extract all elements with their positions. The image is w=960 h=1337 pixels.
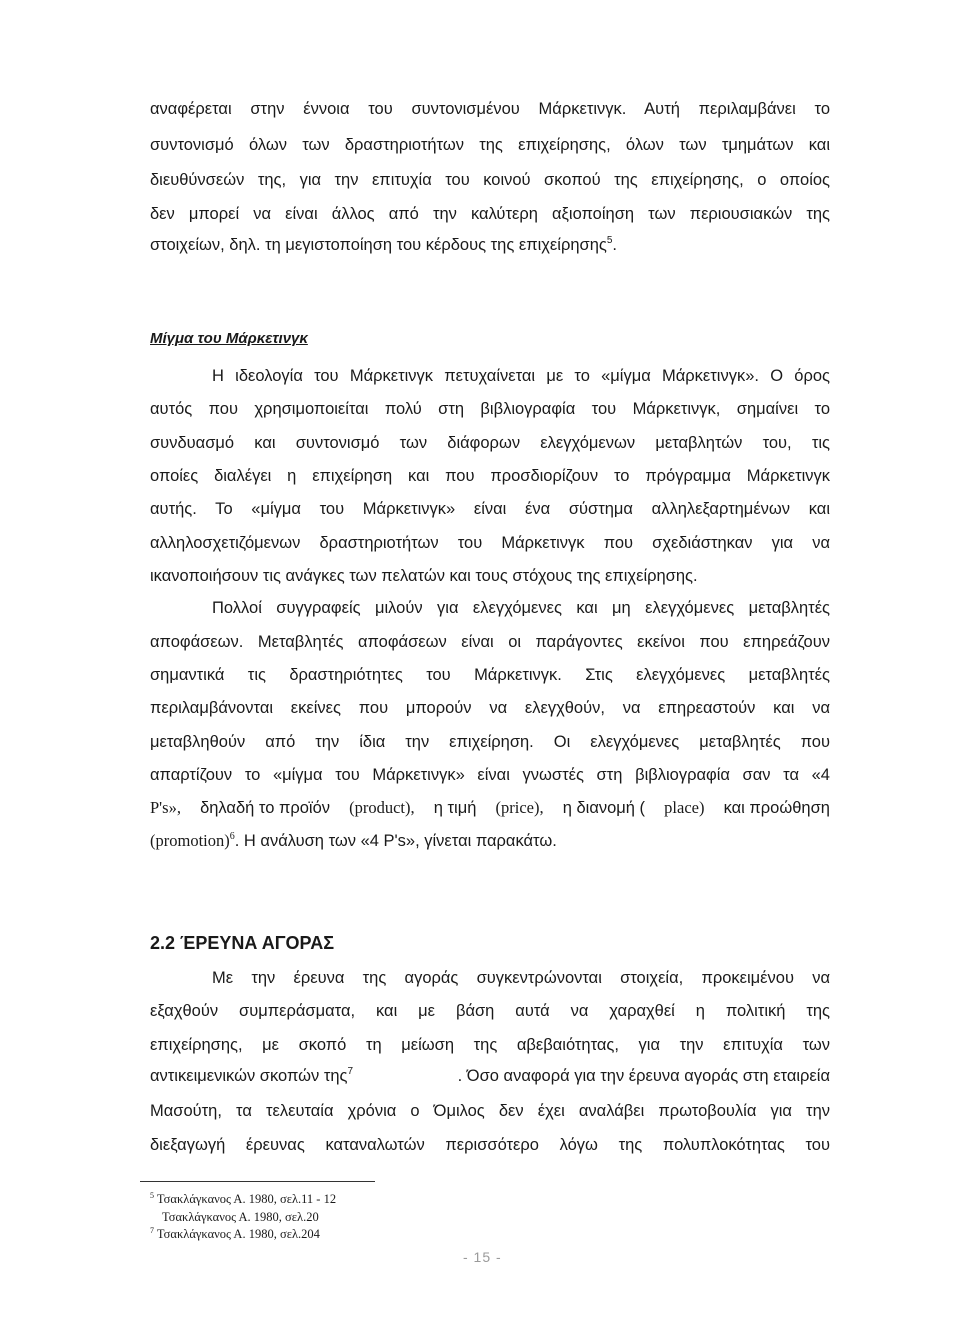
footnote-ref[interactable]: 6 <box>229 831 235 842</box>
paragraph-line: αντικειμενικών σκοπών της$^7$ . Όσο αναφορά για την έρευνα αγοράς στη εταιρεία <box>150 1066 830 1085</box>
paragraph-line: μεταβληθούν από την ίδια την επιχείρηση. Οι ελεγχόμενες μεταβλητές που <box>150 733 830 751</box>
footnote-ref[interactable]: 5 <box>606 235 613 246</box>
paragraph-line: εξαχθούν συμπεράσματα, και με βάση αυτά να χαραχθεί η πολιτική της <box>150 1002 830 1020</box>
paragraph-line: περιλαμβάνονται εκείνες που μπορούν να ελεγχθούν, να επηρεαστούν και να <box>150 699 830 717</box>
paragraph-line: Με την έρευνα της αγοράς συγκεντρώνονται στοιχεία, προκειμένου να <box>212 969 830 987</box>
paragraph-line: αποφάσεων. Μεταβλητές αποφάσεων είναι οι παράγοντες εκείνοι που επηρεάζουν <box>150 633 830 651</box>
paragraph-line: αυτής. Το «μίγμα του Μάρκετινγκ» είναι ένα σύστημα αλληλεξαρτημένων και <box>150 500 830 518</box>
paragraph-line: διευθύνσεών της, για την επιτυχία του κοινού σκοπού της επιχείρησης, ο οποίος <box>150 171 830 189</box>
paragraph-line: αλληλοσχετιζόμενων δραστηριοτήτων του Μάρκετινγκ που σχεδιάστηκαν για να <box>150 534 830 552</box>
paragraph-line: (promotion)$^6$. Η ανάλυση των «4 P's», γίνεται παρακάτω. <box>150 831 557 850</box>
paragraph-line: απαρτίζουν το «μίγμα του Μάρκετινγκ» είναι γνωστές στη βιβλιογραφία σαν τα «4 <box>150 766 830 784</box>
paragraph-line: επιχείρησης, με σκοπό τη μείωση της αβεβαιότητας, για την επιτυχία των <box>150 1036 830 1054</box>
footnote-divider <box>140 1181 375 1182</box>
paragraph-line: σημαντικά τις δραστηριότητες του Μάρκετινγκ. Στις ελεγχόμενες μεταβλητές <box>150 666 830 684</box>
section-subheading: Μίγμα του Μάρκετινγκ <box>150 330 308 347</box>
section-heading: 2.2 ΈΡΕΥΝΑ ΑΓΟΡΑΣ <box>150 933 335 953</box>
paragraph-line: στοιχείων, δηλ. τη μεγιστοποίηση του κέρδους της επιχείρησης$^5$. <box>150 235 617 254</box>
paragraph-line: Μασούτη, τα τελευταία χρόνια ο Όμιλος δεν έχει αναλάβει πρωτοβουλία για την <box>150 1102 830 1120</box>
paragraph-line: αναφέρεται στην έννοια του συντονισμένου Μάρκετινγκ. Αυτή περιλαμβάνει το <box>150 100 830 118</box>
paragraph-line: ικανοποιήσουν τις ανάγκες των πελατών και τους στόχους της επιχείρησης. <box>150 567 698 585</box>
footnote: $^7$ Τσακλάγκανος Α. 1980, σελ.204 <box>150 1226 320 1241</box>
paragraph-line: οποίες διαλέγει η επιχείρηση και που προσδιορίζουν το πρόγραμμα Μάρκετινγκ <box>150 467 830 485</box>
paragraph-line: Η ιδεολογία του Μάρκετινγκ πετυχαίνεται με το «μίγμα Μάρκετινγκ». Ο όρος <box>212 367 830 385</box>
page-number: - 15 - <box>463 1249 502 1265</box>
paragraph-line: διεξαγωγή έρευνας καταναλωτών περισσότερο λόγω της πολυπλοκότητας του <box>150 1136 830 1154</box>
paragraph-line: συντονισμό όλων των δραστηριοτήτων της επιχείρησης, όλων των τμημάτων και <box>150 136 830 154</box>
footnote-ref[interactable]: 7 <box>347 1066 354 1077</box>
paragraph-line: συνδυασμό και συντονισμό των διάφορων ελεγχόμενων μεταβλητών του, τις <box>150 434 830 452</box>
paragraph-line: Πολλοί συγγραφείς μιλούν για ελεγχόμενες και μη ελεγχόμενες μεταβλητές <box>212 599 830 617</box>
paragraph-line: αυτός που χρησιμοποιείται πολύ στη βιβλιογραφία του Μάρκετινγκ, σημαίνει το <box>150 400 830 418</box>
footnote: Τσακλάγκανος Α. 1980, σελ.20 <box>162 1210 319 1224</box>
paragraph-line: δεν μπορεί να είναι άλλος από την καλύτερη αξιοποίηση των περιουσιακών της <box>150 205 830 223</box>
footnote: $^5$ Τσακλάγκανος Α. 1980, σελ.11 - 12 <box>150 1191 337 1206</box>
paragraph-line: P's», δηλαδή το προϊόν (product), η τιμή (price), η διανομή ( place) και προώθηση <box>150 798 830 817</box>
